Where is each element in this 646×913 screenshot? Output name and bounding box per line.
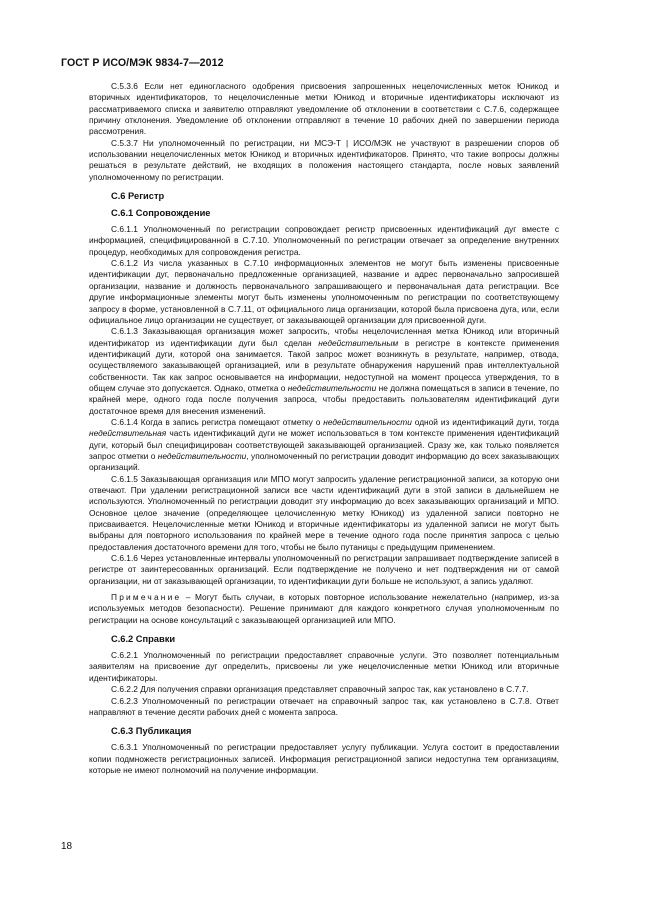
italic-term: недействительности — [157, 450, 247, 461]
text-run: С.6.1.3 Заказывающая организация может запросить, чтобы нецелочисленная метка Юникод или вторичный идентификатор из идентификации дуги был сделан — [89, 326, 559, 348]
paragraph-c6-1-4 — [89, 417, 559, 474]
paragraph-c6-1-1: С.6.1.1 Уполномоченный по регистрации сопровождает регистр присвоенных идентификаций дуг вместе с информацией, специфицированной в С.7.10. Уполномоченный по регистрации отвечает за определение внутренних процедур, необходимых для сопровождения регистра. — [89, 224, 559, 257]
text-run: С.6.1.4 Когда в запись регистра помещают отметку о — [111, 416, 324, 427]
section-heading-c6-1: С.6.1 Сопровождение — [111, 208, 211, 219]
text-run: , уполномоченный по регистрации доводит информацию до всех заказывающих организаций. — [89, 450, 559, 473]
paragraph-c6-1-5: С.6.1.5 Заказывающая организация или МПО могут запросить удаление регистрационной записи, за которую они отвечают. При удалении регистрационной записи все части идентификаций дуги в этой записи в дальнейшем не используются. Уполномоченный по регистрации доводит эту информацию до всех заказывающих организаций и МПО. Основное целое значение (определяющее целочисленную метку Юникод) из удаленной записи повторно не присваивается. Нецелочисленные метки Юникод и вторичные идентификаторы из удаленной записи не могут быть выбраны для повторного использования по крайней мере в течение одного года после принятия запроса с целью предоставления достаточного времени для того, чтобы не было путаницы с предыдущим применением. — [89, 473, 559, 552]
italic-term: недействительная — [89, 428, 167, 439]
section-heading-c6-3: С.6.3 Публикация — [111, 726, 192, 737]
section-heading-c6: С.6 Регистр — [111, 191, 165, 202]
note-label: Примечание — [111, 592, 182, 603]
paragraph-c6-2-1: С.6.2.1 Уполномоченный по регистрации предоставляет справочные услуги. Это позволяет потенциальным заявителям на присвоение дуг определить, присвоены ли уже нецелочисленные метки Юникод или вторичные идентификаторы. — [89, 650, 559, 683]
paragraph-c6-1-3 — [89, 326, 559, 417]
italic-term: недействительности — [287, 382, 377, 393]
paragraph-c6-1-6: С.6.1.6 Через установленные интервалы уполномоченный по регистрации запрашивает подтверждение записей в регистре от заинтересованных организаций. Если подтверждение не получено и нет подтверждения ни от самой организации, ни от заказывающей организации, то идентификации дуги больше не используют, а запись удаляют. — [89, 553, 559, 586]
document-body — [89, 81, 559, 776]
paragraph-c6-2-3: С.6.2.3 Уполномоченный по регистрации отвечает на справочный запрос так, как установлено в С.7.8. Ответ направляют в течение десяти рабочих дней с момента запроса. — [89, 695, 559, 717]
note-paragraph — [89, 592, 559, 626]
paragraph-c6-1-2: С.6.1.2 Из числа указанных в С.7.10 информационных элементов не могут быть изменены присвоенные идентификации дуг, первоначально предложенные организацией, название и адрес первоначально запросившей организации, название и должность первоначального запрашивающего и первоначальная дата регистрации. Все другие информационные элементы могут быть изменены уполномоченным по регистрации по соответствующему запросу в форме, установленной в С.7.11, от официального лица организации, которой была присвоена дуга, или, если официальное лицо организации не существует, от заказывающей организации для присвоенной дуги. — [89, 258, 559, 325]
section-heading-c6-2: С.6.2 Справки — [111, 634, 176, 645]
document-header: ГОСТ Р ИСО/МЭК 9834-7—2012 — [61, 57, 224, 69]
note-text: – Могут быть случаи, в которых повторное использование нежелательно (например, из-за используемых методов безопасности). Решение принимают для каждого конкретного случая уполномоченным по регистрации на основе консультаций с заказывающей организацией или МПО. — [89, 592, 559, 625]
paragraph-c6-2-2: С.6.2.2 Для получения справки организация представляет справочный запрос так, как установлено в С.7.7. — [111, 684, 529, 695]
text-run: в регистре в контексте применения идентификаций дуги, которой она занимается. Такой запрос может возникнуть в результате, например, отвода, осуществляемого заказывающей организацией, или в результате обнаружения нарушений прав интеллектуальной собственности. Так как запрос основывается на информации, недоступной на момент процесса утверждения, то в общем случае это допускается. Однако, отметка о — [89, 337, 560, 393]
text-run: не должна помещаться в записи в течение, по крайней мере, одного года после получения запроса, чтобы предоставить пользователям идентификаций дуги достаточное время для внесения изменений. — [89, 382, 559, 416]
paragraph-c5-3-6: С.5.3.6 Если нет единогласного одобрения присвоения запрошенных нецелочисленных меток Юникод и вторичных идентификаторов, то нецелочисленные метки Юникод и вторичные идентификаторы исключают из рассматриваемого списка и заявителю отправляют уведомление об отклонении в соответствии с С.7.6, содержащее причину отклонения. Уведомление об отклонении отправляют в течение 10 рабочих дней по завершении периода рассмотрения. — [89, 81, 559, 137]
paragraph-c6-3-1: С.6.3.1 Уполномоченный по регистрации предоставляет услугу публикации. Услуга состоит в предоставлении копии подмножеств регистрационных записей. Информация регистрационной записи недоступна тем организациям, которые не имеют полномочий на получение информации. — [89, 742, 559, 775]
text-run: одной из идентификаций дуги, тогда — [411, 416, 559, 427]
text-run: часть идентификаций дуги не может использоваться в том контексте применения идентификаций дуги, который был специфицирован соответствующей заказывающей организацией. Сразу же, как только появляется запрос отметки о — [89, 428, 559, 461]
italic-term: недействительности — [323, 416, 412, 427]
page-number: 18 — [61, 841, 73, 852]
paragraph-c5-3-7: С.5.3.7 Ни уполномоченный по регистрации, ни МСЭ-Т | ИСО/МЭК не участвуют в разрешении споров об использовании нецелочисленных меток Юникод и вторичных идентификаторов. Принято, что такие вопросы должны решаться в результате действий, не входящих в положения настоящего стандарта, после новых заявлений уполномоченному по регистрации. — [89, 137, 559, 182]
italic-term: недействительным — [318, 337, 399, 348]
